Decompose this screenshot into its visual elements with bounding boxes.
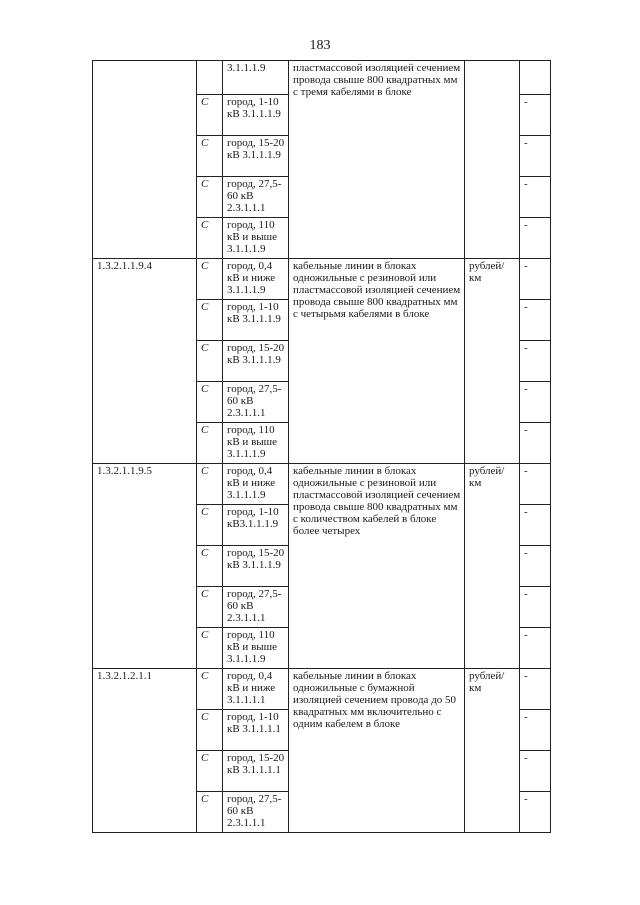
unit-cell: рублей/км bbox=[465, 669, 520, 833]
value-cell: - bbox=[520, 751, 551, 792]
flag-cell: С bbox=[197, 136, 223, 177]
region-voltage-cell: город, 27,5-60 кВ 2.3.1.1.1 bbox=[223, 587, 289, 628]
region-voltage-cell: город, 15-20 кВ 3.1.1.1.9 bbox=[223, 341, 289, 382]
description-cell: кабельные линии в блоках одножильные с бумажной изоляцией сечением провода до 50 квадратных мм включительно с одним кабелем в блоке bbox=[289, 669, 465, 833]
table-row bbox=[93, 669, 551, 710]
table-row bbox=[93, 259, 551, 300]
value-cell: - bbox=[520, 218, 551, 259]
flag-cell: С bbox=[197, 382, 223, 423]
flag-cell bbox=[197, 61, 223, 95]
region-voltage-cell: город, 110 кВ и выше 3.1.1.1.9 bbox=[223, 218, 289, 259]
flag-cell: С bbox=[197, 423, 223, 464]
value-cell: - bbox=[520, 136, 551, 177]
value-cell: - bbox=[520, 382, 551, 423]
flag-cell: С bbox=[197, 669, 223, 710]
value-cell: - bbox=[520, 546, 551, 587]
flag-cell: С bbox=[197, 341, 223, 382]
table-row bbox=[93, 464, 551, 505]
item-code-cell: 1.3.2.1.1.9.4 bbox=[93, 259, 197, 464]
flag-cell: С bbox=[197, 505, 223, 546]
flag-cell: С bbox=[197, 300, 223, 341]
region-voltage-cell: город, 15-20 кВ 3.1.1.1.9 bbox=[223, 136, 289, 177]
region-voltage-cell: город, 1-10 кВ 3.1.1.1.1 bbox=[223, 710, 289, 751]
unit-cell: рублей/км bbox=[465, 464, 520, 669]
value-cell: - bbox=[520, 95, 551, 136]
value-cell: - bbox=[520, 423, 551, 464]
unit-cell: рублей/км bbox=[465, 259, 520, 464]
region-voltage-cell: город, 110 кВ и выше 3.1.1.1.9 bbox=[223, 628, 289, 669]
region-voltage-cell: город, 0,4 кВ и ниже 3.1.1.1.9 bbox=[223, 259, 289, 300]
value-cell: - bbox=[520, 177, 551, 218]
item-code-cell: 1.3.2.1.2.1.1 bbox=[93, 669, 197, 833]
region-voltage-cell: город, 27,5-60 кВ 2.3.1.1.1 bbox=[223, 792, 289, 833]
value-cell bbox=[520, 61, 551, 95]
region-voltage-cell: город, 15-20 кВ 3.1.1.1.9 bbox=[223, 546, 289, 587]
flag-cell: С bbox=[197, 710, 223, 751]
flag-cell: С bbox=[197, 792, 223, 833]
description-cell: кабельные линии в блоках одножильные с резиновой или пластмассовой изоляцией сечением провода свыше 800 квадратных мм с четырьмя кабелями в блоке bbox=[289, 259, 465, 464]
flag-cell: С bbox=[197, 751, 223, 792]
flag-cell: С bbox=[197, 587, 223, 628]
value-cell: - bbox=[520, 628, 551, 669]
flag-cell: С bbox=[197, 95, 223, 136]
region-voltage-cell: город, 110 кВ и выше 3.1.1.1.9 bbox=[223, 423, 289, 464]
region-voltage-cell: город, 27,5-60 кВ 2.3.1.1.1 bbox=[223, 177, 289, 218]
description-cell: кабельные линии в блоках одножильные с резиновой или пластмассовой изоляцией сечением провода свыше 800 квадратных мм с количеством кабелей в блоке более четырех bbox=[289, 464, 465, 669]
region-voltage-cell: город, 27,5-60 кВ 2.3.1.1.1 bbox=[223, 382, 289, 423]
flag-cell: С bbox=[197, 218, 223, 259]
page-number: 183 bbox=[309, 38, 331, 53]
flag-cell: С bbox=[197, 259, 223, 300]
region-voltage-cell: 3.1.1.1.9 bbox=[223, 61, 289, 95]
tariff-table bbox=[92, 60, 551, 833]
region-voltage-cell: город, 0,4 кВ и ниже 3.1.1.1.1 bbox=[223, 669, 289, 710]
unit-cell bbox=[465, 61, 520, 259]
region-voltage-cell: город, 1-10 кВ 3.1.1.1.9 bbox=[223, 95, 289, 136]
flag-cell: С bbox=[197, 464, 223, 505]
item-code-cell: 1.3.2.1.1.9.5 bbox=[93, 464, 197, 669]
value-cell: - bbox=[520, 341, 551, 382]
value-cell: - bbox=[520, 587, 551, 628]
value-cell: - bbox=[520, 792, 551, 833]
value-cell: - bbox=[520, 464, 551, 505]
description-cell: пластмассовой изоляцией сечением провода свыше 800 квадратных мм с тремя кабелями в блоке bbox=[289, 61, 465, 259]
value-cell: - bbox=[520, 710, 551, 751]
flag-cell: С bbox=[197, 628, 223, 669]
region-voltage-cell: город, 0,4 кВ и ниже 3.1.1.1.9 bbox=[223, 464, 289, 505]
value-cell: - bbox=[520, 300, 551, 341]
flag-cell: С bbox=[197, 177, 223, 218]
region-voltage-cell: город, 1-10 кВ3.1.1.1.9 bbox=[223, 505, 289, 546]
region-voltage-cell: город, 15-20 кВ 3.1.1.1.1 bbox=[223, 751, 289, 792]
value-cell: - bbox=[520, 669, 551, 710]
flag-cell: С bbox=[197, 546, 223, 587]
value-cell: - bbox=[520, 259, 551, 300]
item-code-cell bbox=[93, 61, 197, 259]
table-row bbox=[93, 61, 551, 95]
region-voltage-cell: город, 1-10 кВ 3.1.1.1.9 bbox=[223, 300, 289, 341]
value-cell: - bbox=[520, 505, 551, 546]
